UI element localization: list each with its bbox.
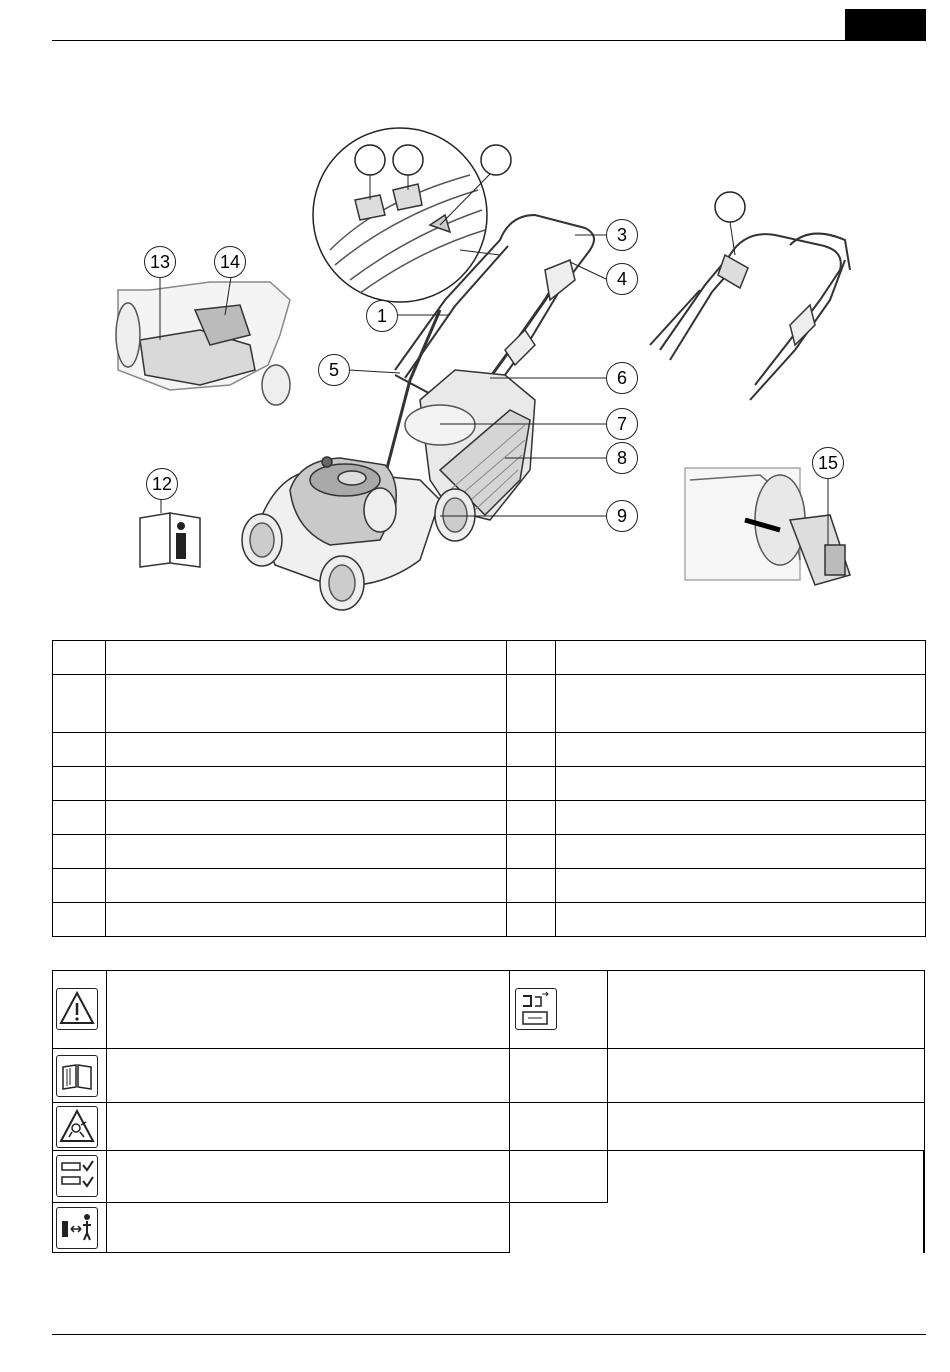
row-text-left — [106, 869, 507, 903]
callout-5: 5 — [318, 354, 350, 386]
mower-illustration — [0, 0, 950, 620]
table-row — [53, 869, 926, 903]
footer-rule — [52, 1334, 926, 1335]
row-num-right — [507, 675, 556, 733]
row-text-left — [106, 733, 507, 767]
symbol-text — [607, 970, 925, 1049]
symbol-text — [607, 1102, 925, 1151]
blank-callout-d — [715, 192, 745, 222]
row-num-left — [53, 801, 106, 835]
table-row — [53, 767, 926, 801]
table-row — [53, 903, 926, 937]
row-text-right — [556, 733, 926, 767]
row-num-right — [507, 641, 556, 675]
callout-4: 4 — [606, 263, 638, 295]
row-text-left — [106, 903, 507, 937]
table-row — [53, 801, 926, 835]
callout-1: 1 — [366, 300, 398, 332]
table-row — [53, 675, 926, 733]
row-num-right — [507, 903, 556, 937]
symbol-cell — [509, 1102, 608, 1151]
row-num-left — [53, 733, 106, 767]
manual-book-icon — [56, 1055, 98, 1097]
row-text-right — [556, 675, 926, 733]
row-num-left — [53, 641, 106, 675]
row-num-right — [507, 767, 556, 801]
callout-9: 9 — [606, 500, 638, 532]
manual-info-icon — [140, 497, 200, 567]
symbol-cell — [509, 1048, 608, 1103]
row-text-left — [106, 835, 507, 869]
callout-13: 13 — [144, 246, 176, 278]
callout-12: 12 — [146, 468, 178, 500]
symbol-cell — [52, 1150, 107, 1203]
table-row — [53, 733, 926, 767]
wheel-front-left — [242, 514, 282, 566]
table-row — [53, 641, 926, 675]
wheel-rear-right — [435, 489, 475, 541]
wheel-front-right — [320, 556, 364, 610]
table-row — [53, 835, 926, 869]
row-text-right — [556, 641, 926, 675]
row-text-right — [556, 801, 926, 835]
blank-callout-b — [393, 145, 423, 175]
callout-6: 6 — [606, 362, 638, 394]
symbol-cell — [52, 1202, 107, 1253]
row-text-left — [106, 675, 507, 733]
row-text-left — [106, 641, 507, 675]
callout-15: 15 — [812, 447, 844, 479]
thrown-objects-hazard-icon — [56, 1106, 98, 1148]
symbol-cell — [52, 970, 107, 1049]
callout-14: 14 — [214, 246, 246, 278]
collector-inset — [116, 277, 290, 405]
callout-3: 3 — [606, 219, 638, 251]
row-num-left — [53, 903, 106, 937]
wheel-rear-left — [364, 488, 396, 532]
row-num-left — [53, 675, 106, 733]
row-num-left — [53, 767, 106, 801]
row-num-left — [53, 869, 106, 903]
row-num-right — [507, 835, 556, 869]
row-num-right — [507, 801, 556, 835]
row-text-left — [106, 767, 507, 801]
warning-triangle-icon — [56, 988, 98, 1030]
symbol-text — [106, 1202, 510, 1253]
keep-distance-person-icon — [56, 1207, 98, 1249]
symbol-text — [607, 1048, 925, 1103]
mulching-plug-inset — [685, 468, 850, 585]
row-text-right — [556, 835, 926, 869]
symbol-text — [106, 1150, 510, 1203]
callout-8: 8 — [606, 442, 638, 474]
symbol-text — [106, 1048, 510, 1103]
blank-callout-a — [355, 145, 385, 175]
symbol-cell — [52, 1102, 107, 1151]
row-text-left — [106, 801, 507, 835]
handle-side-view — [650, 192, 850, 400]
row-text-right — [556, 869, 926, 903]
side-marker-bar — [923, 1150, 925, 1253]
symbol-cell — [509, 970, 608, 1049]
callout-7: 7 — [606, 408, 638, 440]
row-text-right — [556, 767, 926, 801]
blank-callout-c — [481, 145, 511, 175]
row-num-right — [507, 869, 556, 903]
row-text-right — [556, 903, 926, 937]
symbol-cell — [52, 1048, 107, 1103]
symbol-text — [106, 970, 510, 1049]
symbol-cell — [509, 1150, 608, 1203]
row-num-right — [507, 733, 556, 767]
disconnect-spark-plug-icon — [56, 1155, 98, 1197]
service-symbol-icon — [515, 988, 557, 1030]
row-num-left — [53, 835, 106, 869]
symbol-text — [106, 1102, 510, 1151]
parts-table — [52, 640, 926, 937]
